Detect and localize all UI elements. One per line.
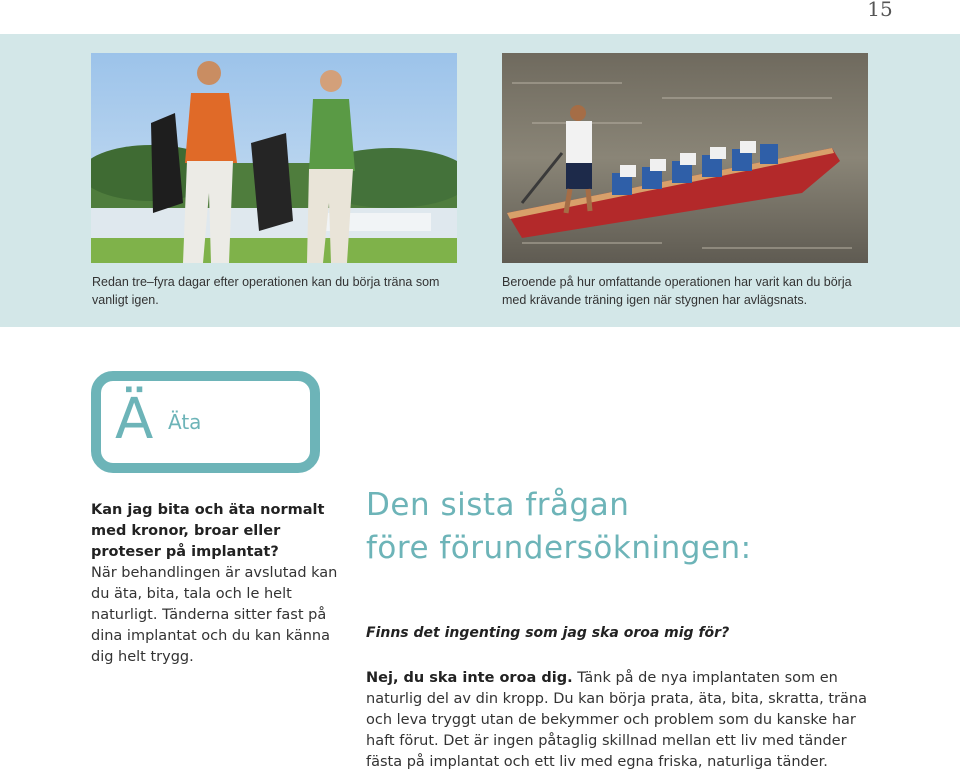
right-photo-caption: Beroende på hur omfattande operationen har varit kan du börja med krävande träning igen när stygnen har avlägsnats. xyxy=(502,275,852,307)
eating-faq xyxy=(91,500,341,668)
eat-label: Äta xyxy=(168,410,202,434)
heading-line-2: före förundersökningen: xyxy=(366,530,752,566)
eating-question: Kan jag bita och äta normalt med kronor, broar eller proteser på implantat? xyxy=(91,502,325,560)
left-photo-caption: Redan tre–fyra dagar efter operationen kan du börja träna som vanligt igen. xyxy=(92,275,440,307)
final-question-section xyxy=(366,484,886,770)
final-answer-text: Tänk på de nya implantaten som en naturlig del av din kropp. Du kan börja prata, äta, bita, skratta, träna och leva tryggt utan de bekymmer och problem som du kanske har haft förut. Det är ingen påtaglig skillnad mellan ett liv med tänder fästa på implantat och ett liv med egna friska, naturliga tänder. xyxy=(366,670,867,770)
page-number: 15 xyxy=(867,0,893,21)
eat-letter-icon: Ä xyxy=(115,387,154,452)
eat-icon-box xyxy=(91,371,320,473)
golfers-photo xyxy=(91,53,457,263)
section-heading xyxy=(366,484,886,570)
photo-band xyxy=(0,34,960,327)
heading-line-1: Den sista frågan xyxy=(366,487,630,523)
eating-answer: När behandlingen är avslutad kan du äta, bita, tala och le helt naturligt. Tänderna sitter fast på dina implantat och du kan känna dig helt trygg. xyxy=(91,565,338,665)
final-question: Finns det ingenting som jag ska oroa mig för? xyxy=(366,625,730,641)
final-answer xyxy=(366,668,876,773)
final-answer-lead: Nej, du ska inte oroa dig. xyxy=(366,670,573,686)
dragon-boat-photo xyxy=(502,53,868,263)
